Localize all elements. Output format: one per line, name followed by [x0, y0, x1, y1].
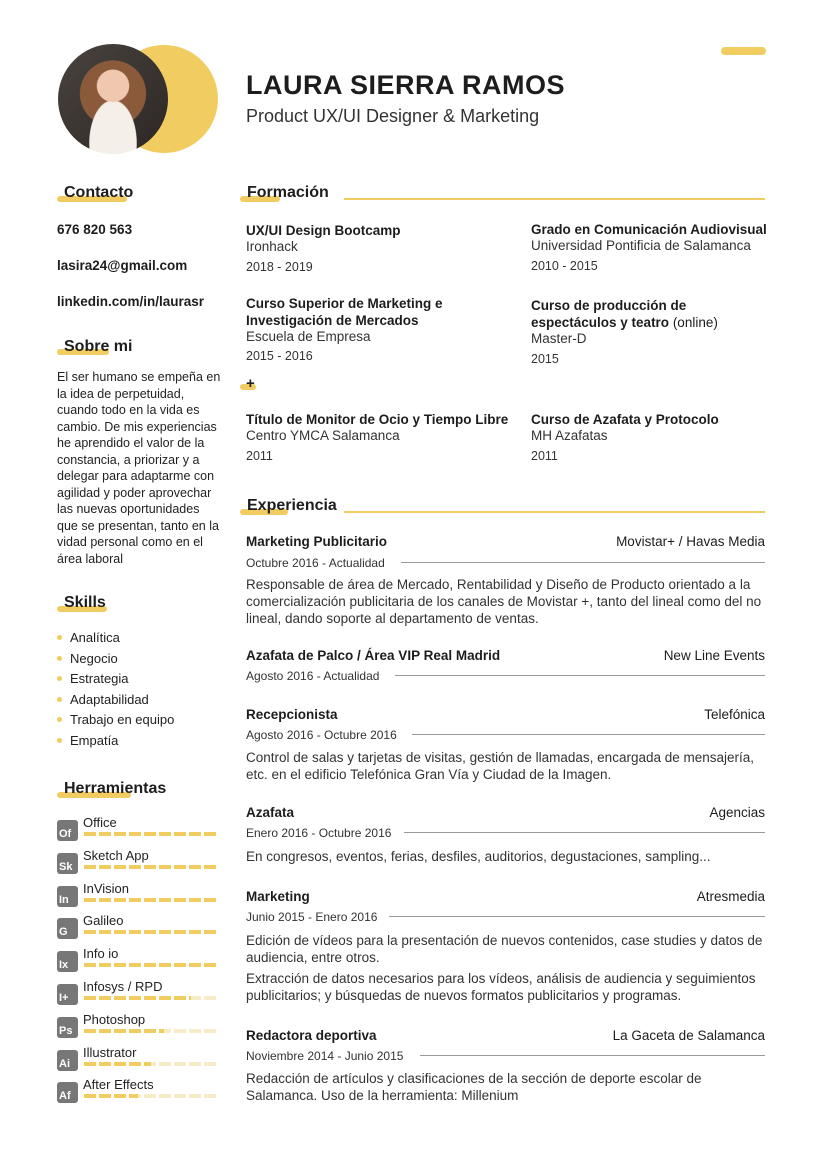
- job-divider: [389, 916, 765, 917]
- education-place: Universidad Pontificia de Salamanca: [531, 238, 751, 253]
- education-title: [531, 297, 731, 331]
- tool-badge-icon: I+: [57, 984, 78, 1005]
- job-company: New Line Events: [663, 648, 765, 663]
- job-company: Movistar+ / Havas Media: [616, 534, 765, 549]
- contact-phone: 676 820 563: [57, 222, 133, 237]
- tool-item: [57, 1045, 222, 1075]
- job-title: Marketing Publicitario: [246, 534, 388, 549]
- education-dates: 2011: [246, 449, 273, 463]
- education-dates: 2015: [531, 352, 559, 366]
- education-title: Curso Superior de Marketing e Investigación de Mercados: [246, 296, 443, 328]
- education-place: MH Azafatas: [531, 428, 608, 443]
- tool-level-bar: [84, 898, 218, 902]
- job-dates: Enero 2016 - Octubre 2016: [246, 826, 392, 840]
- contact-email[interactable]: lasira24@gmail.com: [57, 258, 188, 273]
- education-title-extra: (online): [669, 315, 718, 330]
- skill-item: Negocio: [57, 649, 174, 670]
- job-divider: [395, 675, 765, 676]
- tool-level-bar: [84, 963, 218, 967]
- job-description: Extracción de datos necesarios para los vídeos, análisis de audiencia y seguimientos publicitarios; y búsquedas de nuevos formatos publicitarios y programas.: [246, 971, 756, 1003]
- skills-heading: Skills: [64, 594, 106, 611]
- contact-heading: Contacto: [64, 184, 134, 201]
- tool-item: [57, 1077, 222, 1107]
- skill-item: Trabajo en equipo: [57, 710, 174, 731]
- tool-badge-icon: Sk: [57, 853, 78, 874]
- job-company: Telefónica: [704, 707, 765, 722]
- job-description: Edición de vídeos para la presentación de nuevos contenidos, case studies y datos de audiencia, entre otros.: [246, 933, 763, 965]
- job-dates: Junio 2015 - Enero 2016: [246, 910, 378, 924]
- tool-name: Galileo: [83, 913, 124, 929]
- tool-item: [57, 815, 222, 845]
- education-plus-marker: +: [246, 375, 255, 392]
- skill-item: Adaptabilidad: [57, 690, 174, 711]
- job-dates: Noviembre 2014 - Junio 2015: [246, 1049, 404, 1063]
- job-title: Azafata de Palco / Área VIP Real Madrid: [246, 648, 501, 663]
- tool-item: [57, 946, 222, 976]
- job-description: Responsable de área de Mercado, Rentabilidad y Diseño de Producto orientado a la comercialización publicitaria de los canales de Movistar +, tanto del lineal como del no lineal, dando soporte al departamento de ventas.: [246, 577, 762, 626]
- education-title: UX/UI Design Bootcamp: [246, 223, 401, 238]
- job-divider: [412, 734, 765, 735]
- tool-item: [57, 881, 222, 911]
- tool-level-bar: [84, 1062, 151, 1066]
- education-dates: 2015 - 2016: [246, 349, 313, 363]
- person-role: Product UX/UI Designer & Marketing: [246, 106, 540, 126]
- education-place: Centro YMCA Salamanca: [246, 428, 400, 443]
- tool-badge-icon: Of: [57, 820, 78, 841]
- tool-badge-icon: Ai: [57, 1050, 78, 1071]
- person-name: LAURA SIERRA RAMOS: [246, 70, 565, 100]
- tools-heading: Herramientas: [64, 780, 167, 797]
- job-divider: [420, 1055, 765, 1056]
- tool-level-bar: [84, 832, 218, 836]
- tool-name: Office: [83, 815, 117, 830]
- tool-badge-icon: Ix: [57, 951, 78, 972]
- tool-item: [57, 913, 222, 943]
- job-company: La Gaceta de Salamanca: [612, 1028, 765, 1043]
- education-dates: 2011: [531, 449, 558, 463]
- tool-badge-icon: Ps: [57, 1017, 78, 1038]
- tool-level-bar: [84, 865, 218, 869]
- job-dates: Octubre 2016 - Actualidad: [246, 556, 385, 570]
- skill-item: Estrategia: [57, 669, 174, 690]
- decorative-yellow-pill: [721, 47, 766, 55]
- tool-badge-icon: In: [57, 886, 78, 907]
- profile-photo: [58, 44, 168, 154]
- tool-item: [57, 1012, 222, 1042]
- education-dates: 2018 - 2019: [246, 260, 313, 274]
- education-place: Master-D: [531, 331, 587, 346]
- tool-name: Infosys / RPD: [83, 979, 163, 994]
- experience-divider: [344, 511, 765, 513]
- skill-item: Analítica: [57, 628, 174, 649]
- education-dates: 2010 - 2015: [531, 259, 598, 273]
- education-place: Escuela de Empresa: [246, 329, 371, 344]
- tool-name: Illustrator: [83, 1044, 137, 1060]
- tool-level-bar: [84, 930, 218, 934]
- job-title: Azafata: [246, 805, 295, 820]
- job-divider: [401, 562, 765, 563]
- skills-list: [57, 628, 174, 752]
- tool-item: [57, 848, 222, 878]
- job-title: Marketing: [246, 889, 310, 904]
- tool-name: Photoshop: [83, 1011, 146, 1027]
- education-title: Curso de Azafata y Protocolo: [531, 412, 719, 427]
- tool-badge-icon: G: [57, 918, 78, 939]
- education-divider: [344, 198, 765, 200]
- tool-level-bar: [84, 996, 191, 1000]
- tool-name: InVision: [83, 880, 130, 896]
- job-company: Agencias: [709, 805, 765, 820]
- experience-heading: Experiencia: [247, 497, 337, 514]
- job-divider: [404, 832, 765, 833]
- education-title-text: Curso de producción de espectáculos y teatro: [531, 298, 687, 330]
- job-title: Redactora deportiva: [246, 1028, 377, 1043]
- education-title: Grado en Comunicación Audiovisual: [531, 222, 767, 237]
- education-heading: Formación: [247, 184, 329, 201]
- contact-linkedin[interactable]: linkedin.com/in/laurasr: [57, 294, 205, 309]
- tool-item: [57, 979, 222, 1009]
- job-dates: Agosto 2016 - Octubre 2016: [246, 728, 397, 742]
- skill-item: Empatía: [57, 731, 174, 752]
- job-description: Redacción de artículos y clasificaciones de la sección de deporte escolar de Salamanca. Uso de la herramienta: Millenium: [246, 1071, 702, 1103]
- about-text: El ser humano se empeña en la idea de perpetuidad, cuando todo en la vida es cambio. De mis experiencias he aprendido el valor de la constancia, a priorizar y a delegar para adaptarme con agilidad y poder aprovechar las nuevas oportunidades que se presentan, tanto en la vidad personal como en el área laboral: [57, 370, 221, 566]
- tool-name: Sketch App: [83, 847, 149, 863]
- tool-badge-icon: Af: [57, 1082, 78, 1103]
- tool-name: Info io: [83, 946, 119, 962]
- job-description: En congresos, eventos, ferias, desfiles, auditorios, degustaciones, sampling...: [246, 849, 711, 864]
- education-place: Ironhack: [246, 239, 298, 254]
- tool-level-bar: [84, 1029, 164, 1033]
- about-heading: Sobre mi: [64, 338, 133, 355]
- job-title: Recepcionista: [246, 707, 338, 722]
- tool-name: After Effects: [83, 1077, 154, 1093]
- job-company: Atresmedia: [696, 889, 765, 904]
- job-description: Control de salas y tarjetas de visitas, gestión de llamadas, encargada de mensajería, etc. en el edificio Telefónica Gran Vía y Ciudad de la Imagen.: [246, 750, 755, 782]
- education-title: Título de Monitor de Ocio y Tiempo Libre: [246, 412, 509, 427]
- job-dates: Agosto 2016 - Actualidad: [246, 669, 380, 683]
- tool-level-bar: [84, 1094, 138, 1098]
